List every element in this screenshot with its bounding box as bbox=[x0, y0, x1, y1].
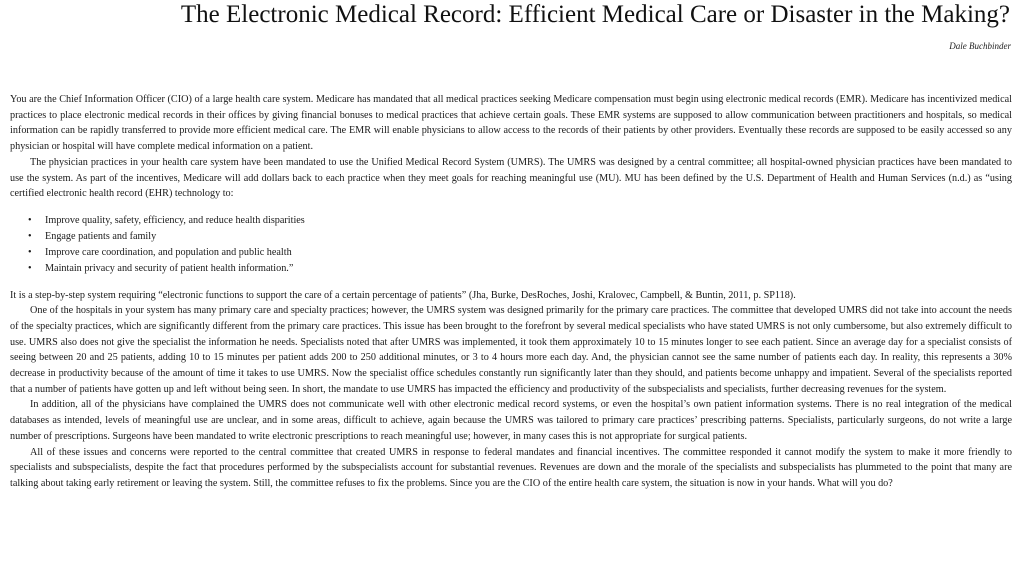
list-item bbox=[28, 213, 1012, 229]
document-title: The Electronic Medical Record: Efficient Medical Care or Disaster in the Making? bbox=[180, 1, 1010, 28]
paragraph-umrs-mandate: The physician practices in your health care system have been mandated to use the Unified Medical Record System (UMRS). The UMRS was designed by a central committee; all hospital-owned physician practices have been mandated to use the system. As part of the incentives, Medicare will add dollars back to each practice when they meet goals for reaching meaningful use (MU). MU has been defined by the U.S. Department of Health and Human Services (n.d.) as “using certified electronic health record (EHR) technology to: bbox=[10, 156, 1012, 200]
list-item-text: Maintain privacy and security of patient health information.” bbox=[45, 262, 294, 274]
list-item-text: Engage patients and family bbox=[45, 230, 157, 242]
bullet-icon: • bbox=[28, 246, 32, 258]
paragraph-committee-response: All of these issues and concerns were reported to the central committee that created UMRS in response to federal mandates and financial incentives. The committee responded it cannot modify the system to make it more friendly to specialists and subspecialists, despite the fact that procedures performed by the subspecialists account for substantial revenues. Revenues are down and the morale of the specialists and subspecialists has plummeted to the point that many are talking about taking early retirement or leaving the system. Still, the committee refuses to fix the problems. Since you are the CIO of the entire health care system, the situation is now in your hands. What will you do? bbox=[10, 446, 1012, 489]
meaningful-use-goals-list bbox=[10, 213, 1012, 277]
list-item-text: Improve care coordination, and population and public health bbox=[45, 246, 292, 258]
paragraph-step-by-step: It is a step-by-step system requiring “electronic functions to support the care of a certain percentage of patients” (Jha, Burke, DesRoches, Joshi, Kralovec, Campbell, & Buntin, 2011, p. SP118). bbox=[10, 289, 796, 301]
bullet-icon: • bbox=[28, 214, 32, 226]
bullet-icon: • bbox=[28, 262, 32, 274]
list-item bbox=[28, 245, 1012, 261]
paragraph-integration-complaints: In addition, all of the physicians have complained the UMRS does not communicate well with other electronic medical record systems, or even the hospital’s own patient information systems. There is no real integration of the medical databases as intended, levels of meaningful use are unclear, and in some areas, difficult to achieve, again because the UMRS was tailored to primary care practices’ prescribing patterns. Specialists, particularly surgeons, do not write a large number of prescriptions. Surgeons have been mandated to write electronic prescriptions to reach meaningful use; however, in many cases this is not appropriate for surgical patients. bbox=[10, 399, 1012, 442]
author-byline: Dale Buchbinder bbox=[949, 41, 1011, 51]
document-body bbox=[10, 92, 1012, 492]
paragraph-specialty-issues: One of the hospitals in your system has many primary care and specialty practices; however, the UMRS system was designed primarily for the primary care practices. The committee that developed UMRS did not take into account the needs of the specialty practices, which are significantly different from the primary care practices. This issue has been brought to the forefront by several medical specialists who have stated UMRS is not only cumbersome, but also extremely difficult to use. UMRS also does not give the specialist the information he needs. Specialists noted that after UMRS was implemented, it took them approximately 10 to 15 minutes longer to see each patient. Since an average day for a specialist consists of seeing between 20 and 25 patients, adding 10 to 15 minutes per patient adds 200 to 250 additional minutes, or 3 to 4 hours more each day. And, the physician cannot see the same number of patients each day. In reality, this represents a 30% decrease in productivity because of the amount of time it takes to use UMRS. Now the specialist office schedules constantly run significantly later than they should, and patients become unhappy and impatient. Several of the specialists reported that a number of patients have gotten up and left without being seen. In short, the mandate to use UMRS has impacted the efficiency and productivity of the subspecialists and specialists, further decreasing revenues for the system. bbox=[10, 305, 1012, 395]
list-item-text: Improve quality, safety, efficiency, and reduce health disparities bbox=[45, 214, 305, 226]
bullet-icon: • bbox=[28, 230, 32, 242]
list-item bbox=[28, 229, 1012, 245]
list-item bbox=[28, 261, 1012, 277]
paragraph-intro: You are the Chief Information Officer (CIO) of a large health care system. Medicare has mandated that all medical practices seeking Medicare compensation must begin using electronic medical records (EMR). Medicare has incentivized medical practices to place electronic medical records in their offices by giving financial bonuses to medical practices that achieve certain goals. These EMR systems are supposed to allow communication between practitioners and hospitals, so medical information can be rapidly transferred to provide more efficient medical care. The EMR will enable physicians to allow access to the records of their patients by other providers. Eventually these records are supposed to be easily accessed so any physician or hospital will have complete medical information on a patient. bbox=[10, 94, 1012, 153]
